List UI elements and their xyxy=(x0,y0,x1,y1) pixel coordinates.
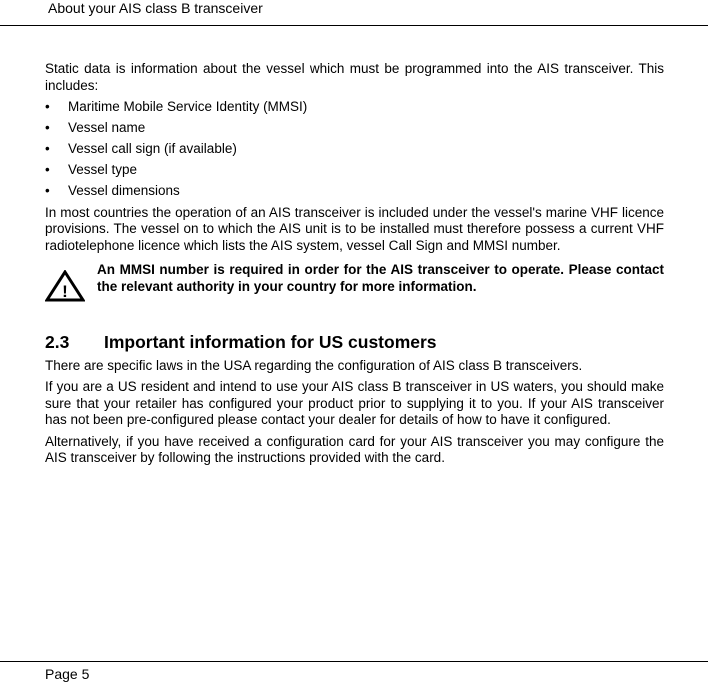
page-content xyxy=(45,61,664,467)
bullet-icon: • xyxy=(45,141,50,156)
intro-paragraph: Static data is information about the vessel which must be programmed into the AIS transceiver. This includes: xyxy=(45,61,664,93)
bullet-icon: • xyxy=(45,99,50,114)
section-heading xyxy=(45,332,664,352)
list-item-text: Vessel type xyxy=(68,162,138,177)
list-item xyxy=(45,141,664,158)
list-item-text: Vessel name xyxy=(68,120,146,135)
warning-text: An MMSI number is required in order for the AIS transceiver to operate. Please contact the relevant authority in your country for more information. xyxy=(97,262,664,294)
section-paragraph: If you are a US resident and intend to use your AIS class B transceiver in US waters, you should make sure that your retailer has configured your product prior to supplying it to you. If your AIS transceiver has not been pre-configured please contact your dealer for details of how to have it configured. xyxy=(45,379,664,427)
bullet-icon: • xyxy=(45,183,50,198)
footer-rule xyxy=(0,661,708,662)
warning-note xyxy=(45,262,664,307)
list-item xyxy=(45,99,664,116)
licence-paragraph: In most countries the operation of an AIS transceiver is included under the vessel's marine VHF licence provisions. The vessel on to which the AIS unit is to be installed must therefore possess a current VHF radiotelephone licence which lists the AIS system, vessel Call Sign and MMSI number. xyxy=(45,204,664,253)
page-number: Page 5 xyxy=(45,666,90,682)
list-item xyxy=(45,120,664,137)
running-header: About your AIS class B transceiver xyxy=(48,0,263,16)
bullet-icon: • xyxy=(45,162,50,177)
list-item xyxy=(45,162,664,179)
bullet-icon: • xyxy=(45,120,50,135)
warning-triangle-icon xyxy=(45,262,97,307)
static-data-list xyxy=(45,99,664,200)
section-number: 2.3 xyxy=(45,331,70,352)
list-item-text: Vessel dimensions xyxy=(68,183,180,198)
list-item xyxy=(45,183,664,200)
list-item-text: Maritime Mobile Service Identity (MMSI) xyxy=(68,99,308,114)
warning-glyph: ! xyxy=(62,282,68,301)
list-item-text: Vessel call sign (if available) xyxy=(68,141,237,156)
section-title: Important information for US customers xyxy=(104,331,437,352)
header-rule xyxy=(0,25,708,26)
section-paragraph: There are specific laws in the USA regarding the configuration of AIS class B transceivers. xyxy=(45,357,583,373)
section-paragraph: Alternatively, if you have received a configuration card for your AIS transceiver you may configure the AIS transceiver by following the instructions provided with the card. xyxy=(45,433,664,465)
